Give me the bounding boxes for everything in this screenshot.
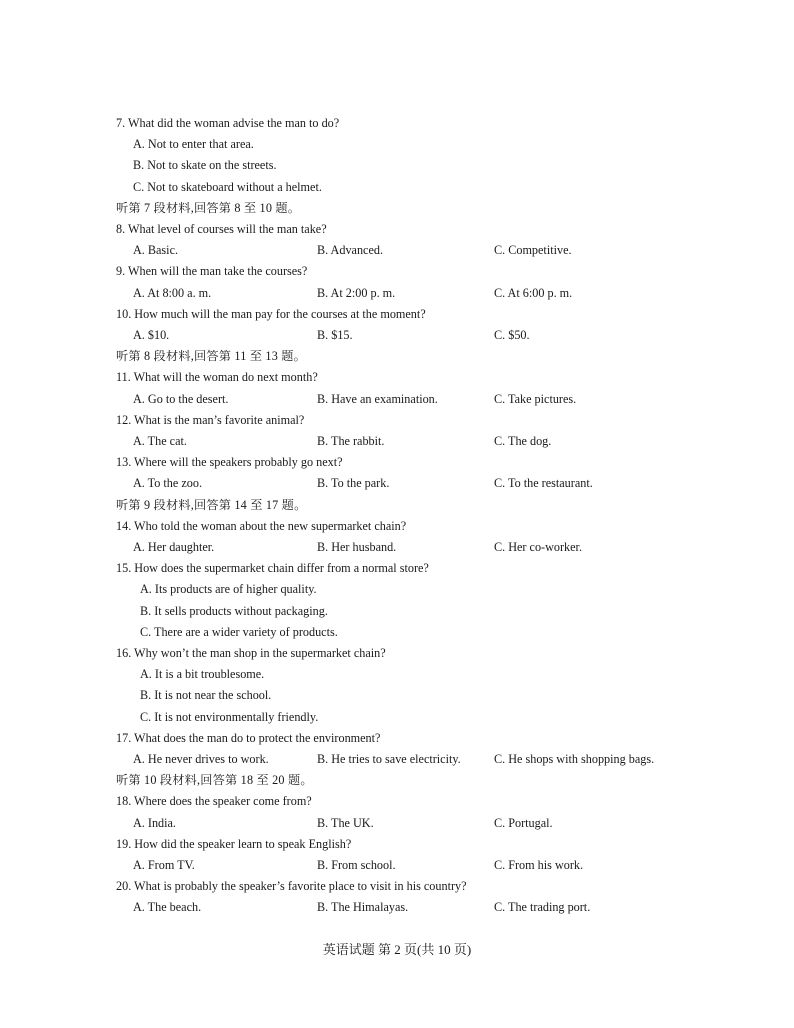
answer-option: A. Her daughter. <box>133 540 215 554</box>
answer-option: C. Take pictures. <box>494 392 577 406</box>
question-text: 12. What is the man’s favorite animal? <box>116 413 305 427</box>
answer-option: C. He shops with shopping bags. <box>494 752 655 766</box>
answer-option: A. He never drives to work. <box>133 752 269 766</box>
answer-option: C. There are a wider variety of products. <box>140 625 338 639</box>
answer-option: A. $10. <box>133 328 170 342</box>
question-text: 17. What does the man do to protect the environment? <box>116 731 381 745</box>
answer-option: B. He tries to save electricity. <box>317 752 461 766</box>
section-instruction: 听第 9 段材料,回答第 14 至 17 题。 <box>116 498 307 512</box>
question-text: 11. What will the woman do next month? <box>116 370 318 384</box>
question-text: 16. Why won’t the man shop in the supermarket chain? <box>116 646 386 660</box>
answer-option: B. Her husband. <box>317 540 397 554</box>
answer-option: C. Competitive. <box>494 243 572 257</box>
answer-option: C. The dog. <box>494 434 552 448</box>
question-text: 10. How much will the man pay for the courses at the moment? <box>116 307 426 321</box>
section-instruction: 听第 7 段材料,回答第 8 至 10 题。 <box>116 201 301 215</box>
answer-option: A. To the zoo. <box>133 476 202 490</box>
section-instruction: 听第 8 段材料,回答第 11 至 13 题。 <box>116 349 307 363</box>
question-text: 8. What level of courses will the man take? <box>116 222 327 236</box>
answer-option: C. Not to skateboard without a helmet. <box>133 180 322 194</box>
answer-option: C. Portugal. <box>494 816 553 830</box>
answer-option: B. The Himalayas. <box>317 900 409 914</box>
answer-option: A. It is a bit troublesome. <box>140 667 265 681</box>
answer-option: B. The rabbit. <box>317 434 385 448</box>
answer-option: A. Not to enter that area. <box>133 137 254 151</box>
answer-option: B. To the park. <box>317 476 390 490</box>
question-text: 13. Where will the speakers probably go next? <box>116 455 343 469</box>
answer-option: A. The cat. <box>133 434 187 448</box>
answer-option: C. $50. <box>494 328 530 342</box>
question-text: 19. How did the speaker learn to speak English? <box>116 837 352 851</box>
page-footer: 英语试题 第 2 页(共 10 页) <box>322 942 472 957</box>
question-text: 9. When will the man take the courses? <box>116 264 308 278</box>
question-text: 15. How does the supermarket chain differ from a normal store? <box>116 561 429 575</box>
answer-option: A. Basic. <box>133 243 179 257</box>
answer-option: B. At 2:00 p. m. <box>317 286 396 300</box>
question-text: 14. Who told the woman about the new supermarket chain? <box>116 519 407 533</box>
answer-option: A. At 8:00 a. m. <box>133 286 212 300</box>
answer-option: C. The trading port. <box>494 900 591 914</box>
answer-option: C. Her co-worker. <box>494 540 582 554</box>
answer-option: C. At 6:00 p. m. <box>494 286 573 300</box>
question-text: 7. What did the woman advise the man to do? <box>116 116 340 130</box>
question-text: 20. What is probably the speaker’s favorite place to visit in his country? <box>116 879 467 893</box>
answer-option: B. Not to skate on the streets. <box>133 158 277 172</box>
answer-option: B. Have an examination. <box>317 392 438 406</box>
answer-option: C. From his work. <box>494 858 584 872</box>
answer-option: A. Its products are of higher quality. <box>140 582 317 596</box>
answer-option: B. From school. <box>317 858 396 872</box>
question-text: 18. Where does the speaker come from? <box>116 794 312 808</box>
answer-option: B. It is not near the school. <box>140 688 272 702</box>
answer-option: B. The UK. <box>317 816 374 830</box>
answer-option: A. From TV. <box>133 858 195 872</box>
answer-option: B. Advanced. <box>317 243 384 257</box>
answer-option: C. It is not environmentally friendly. <box>140 710 319 724</box>
answer-option: B. $15. <box>317 328 353 342</box>
answer-option: A. The beach. <box>133 900 202 914</box>
answer-option: B. It sells products without packaging. <box>140 604 328 618</box>
answer-option: C. To the restaurant. <box>494 476 593 490</box>
answer-option: A. Go to the desert. <box>133 392 229 406</box>
section-instruction: 听第 10 段材料,回答第 18 至 20 题。 <box>116 773 313 787</box>
answer-option: A. India. <box>133 816 176 830</box>
